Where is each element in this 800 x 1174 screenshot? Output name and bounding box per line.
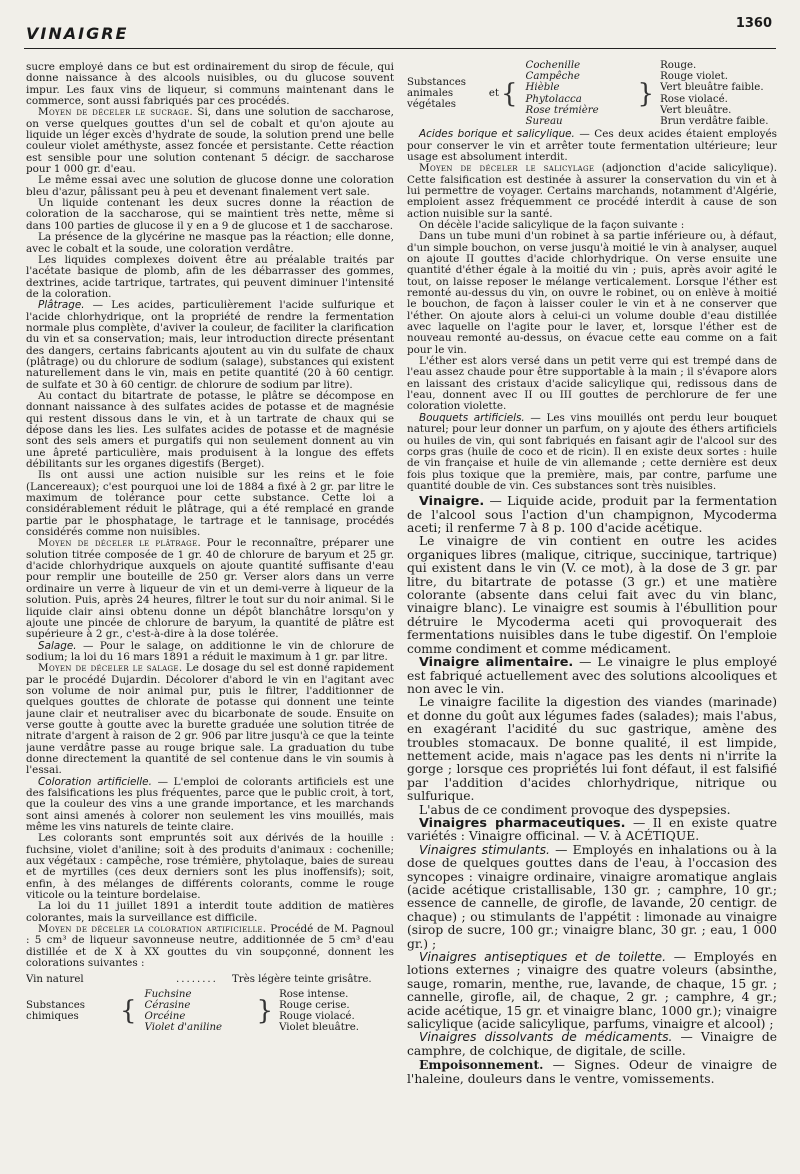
section-text: — Ces deux acides étaient employés pour conserver le vin et arrêter toute fermentation ultérieure; leur usage est absolument interdit. — [407, 128, 777, 163]
subentry-heading: Empoisonnement. — [419, 1057, 544, 1073]
paragraph: On décèle l'acide salicylique de la façon suivante : — [419, 218, 685, 231]
coloration-table-naturel: Vin naturel ........ Très légère teinte grisâtre. — [26, 973, 372, 985]
paragraph: Les colorants sont empruntés soit aux dérivés de la houille : fuchsine, violet d'aniline; soit à des produits d'animaux : cochenille; aux végétaux : campêche, rose trémière, phytolaque, baies de sureau et de myrtilles (ces deux derniers sont les plus inoffensifs); soit, enfin, à des mélanges de différents colorants, comme le rouge viticole ou la teinture bordelaise. — [26, 832, 394, 902]
brace: { — [120, 996, 137, 1027]
list-label: Rose trémière — [525, 104, 599, 116]
page-number: 1360 — [735, 16, 772, 31]
paragraph — [26, 924, 394, 969]
list-label: Sureau — [525, 116, 563, 128]
list-label: Violet d'aniline — [144, 1022, 223, 1034]
page-header — [24, 14, 776, 49]
right-column — [407, 60, 777, 1168]
paragraph — [26, 107, 394, 175]
method-heading: Moyen de déceler le salage. — [38, 662, 183, 675]
subentry-text: — Le vinaigre le plus employé est fabriqué actuellement avec des solutions alcooliques et non avec le vin. — [407, 655, 777, 696]
paragraph: sucre employé dans ce but est ordinairement du sirop de fécule, qui donne naissance à des alcools nuisibles, ou du glucose souvent impur. Les faux vins de liqueur, si communs maintenant dans le commerce, sont aussi fabriqués par ces procédés. — [26, 62, 394, 108]
method-text: (adjonction d'acide salicylique). Cette falsification est destinée à assurer la conservation du vin et à lui permettre de voyager. Certains marchands, notamment d'Algérie, emploient assez fréquemment ce procédé interdit à cause de son action nuisible sur la santé. — [407, 162, 777, 220]
method-heading: Moyen de déceler le sucrage. — [38, 106, 193, 119]
section-label: Bouquets artificiels. — [419, 411, 525, 424]
paragraph: La présence de la glycérine ne masque pas la réaction; elle donne, avec le cobalt et la soude, une coloration verdâtre. — [26, 231, 394, 255]
paragraph: Le même essai avec une solution de glucose donne une coloration bleu d'azur, pâlissant peu à peu et devenant finalement vert sale. — [26, 174, 394, 198]
list-label: Hièble — [525, 82, 560, 94]
section-text: — Employés en lotions externes ; vinaigre des quatre voleurs (absinthe, sauge, romarin, menthe, rue, lavande, de chaque, 15 gr. ; cannelle, girofle, ail, de chaque, 2 gr. ; camphre, 4 gr.; acide acétique, 15 gr. et vinaigre blanc, 1000 gr.); vinaigre salicylique (acide salicylique, parfums, vinaigre et alcool) ; — [407, 950, 777, 1032]
paragraph — [26, 663, 394, 776]
list-label: Phytolacca — [525, 93, 582, 105]
left-column — [26, 62, 394, 1168]
list-value: Vert bleuâtre faible. — [660, 82, 764, 94]
paragraph: Au contact du bitartrate de potasse, le plâtre se décompose en donnant naissance à des sulfates acides de potasse et de magnésie qui restent dissous dans le vin, et à un tartrate de chaux qui se dépose dans les lies. Les sulfates acides de potasse et de magnésie sont des sels amers et purgatifs qui non seulement donnent au vin une âpreté particulière, mais produisent à la longue des effets débilitants sur les organes digestifs (Berget). — [26, 389, 394, 471]
list-label: Cérasine — [144, 999, 191, 1011]
entry-heading: Vinaigre. — [419, 494, 485, 510]
list-value: Violet bleuâtre. — [279, 1022, 359, 1034]
brace: } — [256, 996, 274, 1027]
brace: { — [501, 78, 518, 109]
coloration-table-chimiques — [26, 989, 359, 1034]
list-label: Orcéine — [144, 1011, 186, 1023]
list-value: Vert bleuâtre. — [660, 104, 732, 116]
paragraph — [407, 163, 777, 220]
list-value: Brun verdâtre faible. — [660, 116, 769, 128]
list-label: Campêche — [525, 71, 580, 83]
entry-paragraph — [407, 495, 777, 535]
method-heading: Moyen de déceler le salicylage — [419, 162, 595, 175]
group-label: Substances chimiques — [26, 999, 85, 1023]
section-label: Acides borique et salicylique. — [419, 128, 575, 141]
section-text: — Employés en inhalations ou à la dose de quelques gouttes dans de l'eau, à l'occasion des syncopes : vinaigre ordinaire, vinaigre aromatique anglais (acide acétique cristallisable, 130 gr. ; camphre, 10 gr.; essence de cannelle, de girofle, de lavande, 20 centigr. de chaque) ; ou stimulants de l'appétit : limonade au vinaigre (sirop de sucre, 100 gr.; vinaigre blanc, 30 gr. ; eau, 1 000 gr.) ; — [407, 842, 777, 951]
paragraph: L'éther est alors versé dans un petit verre qui est trempé dans de l'eau assez chaude pour être supportable à la main ; il s'évapore alors en laissant des cristaux d'acide salicylique qui, redissous dans de l'eau, donnent avec II ou III gouttes de perchlorure de fer une coloration violette. — [407, 355, 777, 413]
list-value: Rouge cerise. — [279, 999, 350, 1011]
vinaigre-entry — [407, 495, 777, 1086]
paragraph — [26, 777, 394, 834]
section-text: — Les vins mouillés ont perdu leur bouquet naturel; pour leur donner un parfum, on y ajoute des éthers artificiels ou huiles de vin, qui sont fabriqués en faisant agir de l'alcool sur des corps gras (huile de coco et de ricin). Il en existe deux sortes : huile de vin française et huile de vin allemande ; cette dernière est deux fois plus toxique que la première, mais, par contre, parfume une quantité double de vin. Ces substances sont très nuisibles. — [407, 411, 777, 492]
list-label: Cochenille — [525, 60, 581, 71]
paragraph: Le vinaigre de vin contient en outre les acides organiques libres (malique, citrique, succinique, tartrique) qui existent dans le vin (V. ce mot), à la dose de 3 gr. par litre, du bitartrate de potasse (3 gr.) et une matière colorante (absente dans celui fait avec du vin blanc, vinaigre blanc). Le vinaigre est soumis à l'ébullition pour détruire le Mycoderma aceti qui provoquerait des fermentations nuisibles dans le tube digestif. On l'emploie comme condiment et comme médicament. — [407, 534, 777, 656]
section-text: — L'emploi de colorants artificiels est une des falsifications les plus fréquentes, parce que le public croit, à tort, que la couleur des vins a une grande importance, et les marchands sont ainsi amenés à colorer non seulement les vins mouillés, mais même les vins naturels de teinte claire. — [26, 775, 394, 834]
list-value: Rouge. — [660, 60, 697, 71]
method-text: Pour le reconnaître, préparer une solution titrée composée de 1 gr. 40 de chlorure de baryum et 25 gr. d'acide chlorhydrique auxquels on ajoute quantité suffisante d'eau pour remplir une bouteille de 250 gr. Verser alors dans un verre ordinaire un verre à liqueur de vin et un demi-verre à liqueur de la solution. Puis, après 24 heures, filtrer le tout sur du noir animal. Si le liquide clair ainsi obtenu donne un dépôt blanchâtre lorsqu'on y ajoute une pincée de chlorure de baryum, la quantité de plâtre est supérieure à 2 gr., c'est-à-dire à la dose tolérée. — [26, 537, 394, 641]
section-text: — Les acides, particulièrement l'acide sulfurique et l'acide chlorhydrique, ont la propriété de rendre la fermentation normale plus complète, d'aviver la couleur, de faciliter la clarification du vin et sa conservation; mais, leur introduction directe présentant des dangers, certains fabricants ajoutent au vin du sulfate de chaux (plâtrage) ou du chlorure de sodium (salage), substances qui existent naturellement dans le vin, mais en petite quantité (20 à 60 centigr. de sulfate et 30 à 60 centigr. de chlorure de sodium par litre). — [26, 299, 394, 391]
method-heading: Moyen de déceler le plâtrage. — [38, 537, 202, 550]
method-heading: Moyen de déceler la coloration artificielle. — [38, 923, 267, 936]
brace: } — [637, 78, 655, 109]
subentry-heading: Vinaigre alimentaire. — [419, 655, 574, 671]
entry-text: — Liquide acide, produit par la fermentation de l'alcool sous l'action d'un champignon, Mycoderma aceti; il renferme 7 à 8 p. 100 d'acide acétique. — [407, 494, 777, 536]
paragraph — [26, 641, 394, 664]
section-text: — Pour le salage, on additionne le vin de chlorure de sodium; la loi du 16 mars 1891 a réduit le maximum à 1 gr. par litre. — [26, 639, 394, 663]
paragraph: Dans un tube muni d'un robinet à sa partie inférieure ou, à défaut, d'un simple bouchon, on verse jusqu'à moitié le vin à analyser, auquel on ajoute II gouttes d'acide chlorhydrique. On verse ensuite une quantité d'éther égale à la moitié du vin ; puis, après avoir agité le tout, on laisse reposer le mélange verticalement. Lorsque l'éther est remonté au-dessus du vin, on ouvre le robinet, ou on enlève à moitié le bouchon, de façon à laisser couler le vin et à ne conserver que l'éther. On ajoute alors à celui-ci un volume double d'eau distillée avec laquelle on l'agite pour le laver, et, lorsque l'éther est de nouveau remonté au-dessus, on évacue cette eau comme on a fait pour le vin. — [407, 230, 777, 356]
paragraph — [407, 1031, 777, 1058]
subentry-heading: Vinaigres pharmaceutiques. — [419, 815, 626, 831]
paragraph: Le vinaigre facilite la digestion des viandes (marinade) et donne du goût aux légumes fades (salades); mais l'abus, en exagérant l'acidité du suc gastrique, amène des troubles stomacaux. De bonne qualité, il est limpide, nettement acide, mais n'agace pas les dents ni n'irrite la gorge ; lorsque ces propriétés lui font défaut, il est falsifié par l'addition d'acides chlorhydrique, nitrique ou sulfurique. — [407, 695, 777, 804]
paragraph — [407, 1058, 777, 1086]
list-label: Vin naturel — [26, 973, 84, 985]
section-label: Plâtrage. — [38, 299, 85, 312]
method-text: Si, dans une solution de saccharose, on verse quelques gouttes d'un sel de cobalt et qu'on ajoute au liquide un léger excès d'hydrate de soude, la solution prend une belle couleur violet améthyste, assez foncée et persistante. Cette réaction est sensible pour une solution contenant 5 décigr. de saccharose pour 1 000 gr. d'eau. — [26, 106, 394, 176]
subentry-text: — Signes. Odeur de vinaigre de l'haleine, douleurs dans le ventre, vomissements. — [407, 1058, 777, 1086]
paragraph: La loi du 11 juillet 1891 a interdit toute addition de matières colorantes, mais la surveillance est difficile. — [26, 900, 394, 924]
section-label: Vinaigres dissolvants de médicaments. — [419, 1030, 673, 1045]
method-text: Procédé de M. Pagnoul : 5 cm³ de liqueur savonneuse neutre, additionnée de 5 cm³ d'eau distillée et de X à XX gouttes du vin soupçonné, donnent les colorations suivantes : — [26, 923, 394, 970]
list-value: Rose violacé. — [660, 93, 728, 105]
paragraph: L'abus de ce condiment provoque des dyspepsies. — [419, 802, 731, 817]
coloration-table-vegetales — [407, 60, 768, 127]
section-label: Salage. — [38, 639, 77, 652]
list-label: Fuchsine — [144, 988, 192, 1000]
section-label: Coloration artificielle. — [38, 775, 152, 788]
list-value: Rouge violet. — [660, 71, 729, 83]
list-value: Rose intense. — [279, 988, 349, 1000]
paragraph — [407, 413, 777, 492]
paragraph — [407, 656, 777, 696]
section-text: — Vinaigre de camphre, de colchique, de digitale, de scille. — [407, 1030, 777, 1058]
paragraph: Un liquide contenant les deux sucres donne la réaction de coloration de la saccharose, qui se maintient très nette, même si dans 100 parties de glucose il y en a 9 de glucose et 1 de saccharose. — [26, 197, 394, 232]
paragraph — [407, 129, 777, 163]
method-text: Le dosage du sel est donné rapidement par le procédé Dujardin. Décolorer d'abord le vin en l'agitant avec son volume de noir animal pur, puis le filtrer, l'additionner de quelques gouttes de chlorate de potasse qui donnent une teinte jaune clair et neutraliser avec du bicarbonate de soude. Ensuite on verse goutte à goutte avec la burette graduée une solution titrée de nitrate d'argent à raison de 2 gr. 906 par litre jusqu'à ce que la teinte jaune verdâtre passe au rouge brique sale. La graduation du tube donne directement la quantité de sel contenue dans le vin soumis à l'essai. — [26, 662, 394, 777]
list-value: Très légère teinte grisâtre. — [232, 973, 372, 985]
group-label: Substances animales et végétales — [407, 76, 499, 111]
running-title: VINAIGRE — [26, 24, 129, 43]
section-label: Vinaigres stimulants. — [419, 842, 550, 857]
list-value: Rouge violacé. — [279, 1011, 355, 1023]
paragraph — [407, 817, 777, 844]
paragraph — [26, 300, 394, 391]
section-label: Vinaigres antiseptiques et de toilette. — [419, 950, 666, 965]
paragraph: Les liquides complexes doivent être au préalable traités par l'acétate basique de plomb, afin de les débarrasser des gommes, dextrines, acide tartrique, tartrates, qui peuvent diminuer l'intensité de la coloration. — [26, 253, 394, 300]
paragraph — [26, 538, 394, 640]
subentry-text: — Il en existe quatre variétés : Vinaigre officinal. — V. à ACÉTIQUE. — [407, 815, 777, 844]
paragraph — [407, 951, 777, 1031]
paragraph: Ils ont aussi une action nuisible sur les reins et le foie (Lancereaux); c'est pourquoi une loi de 1884 a fixé à 2 gr. par litre le maximum de tolérance pour cette substance. Cette loi a considérablement réduit le plâtrage, qui a été remplacé en grande partie par le phosphatage, le tartrage et le tannisage, procédés considérés comme non nuisibles. — [26, 469, 394, 539]
paragraph — [407, 844, 777, 951]
